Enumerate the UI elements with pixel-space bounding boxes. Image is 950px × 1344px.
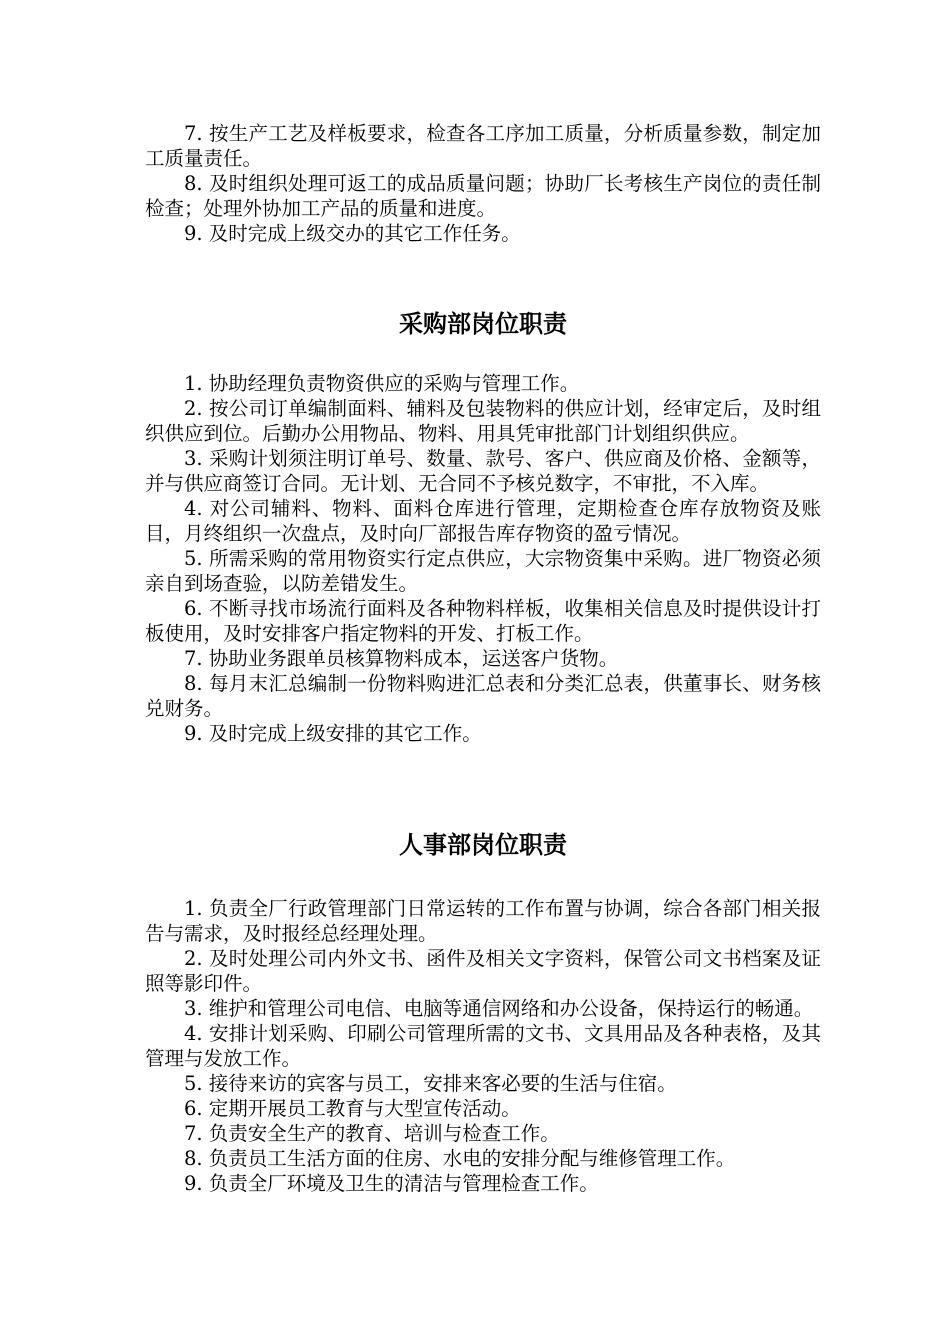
duty-item: 7. 负责安全生产的教育、培训与检查工作。 [184, 1122, 560, 1145]
duty-item: 9. 及时完成上级安排的其它工作。 [184, 722, 482, 745]
purchasing-section-title: 采购部岗位职责 [399, 309, 567, 338]
duty-item: 4. 安排计划采购、印刷公司管理所需的文书、文具用品及各种表格，及其管理与发放工作。 [145, 1022, 821, 1070]
duty-item: 3. 维护和管理公司电信、电脑等通信网络和办公设备，保持运行的畅通。 [184, 997, 814, 1020]
duty-item: 1. 负责全厂行政管理部门日常运转的工作布置与协调，综合各部门相关报告与需求，及时报经总经理处理。 [145, 897, 821, 945]
duty-item: 8. 每月末汇总编制一份物料购进汇总表和分类汇总表，供董事长、财务核兑财务。 [145, 672, 821, 720]
personnel-section-title: 人事部岗位职责 [399, 830, 567, 859]
duty-item: 9. 负责全厂环境及卫生的清洁与管理检查工作。 [184, 1172, 599, 1195]
duty-item: 7. 协助业务跟单员核算物料成本，运送客户货物。 [184, 647, 619, 670]
duty-item: 7. 按生产工艺及样板要求，检查各工序加工质量，分析质量参数，制定加工质量责任。 [145, 122, 821, 170]
purchasing-duties [145, 371, 821, 746]
duty-item: 3. 采购计划须注明订单号、数量、款号、客户、供应商及价格、金额等，并与供应商签订合同。无计划、无合同不予核兑数字，不审批，不入库。 [145, 447, 821, 495]
duty-item: 2. 按公司订单编制面料、辅料及包装物料的供应计划，经审定后，及时组织供应到位。后勤办公用物品、物料、用具凭审批部门计划组织供应。 [145, 397, 821, 445]
quality-duties-continued [145, 121, 821, 246]
duty-item: 9. 及时完成上级交办的其它工作任务。 [184, 222, 521, 245]
personnel-duties [145, 896, 821, 1196]
duty-item: 2. 及时处理公司内外文书、函件及相关文字资料，保管公司文书档案及证照等影印件。 [145, 947, 821, 995]
duty-item: 5. 所需采购的常用物资实行定点供应，大宗物资集中采购。进厂物资必须亲自到场查验，以防差错发生。 [145, 547, 821, 595]
duty-item: 6. 不断寻找市场流行面料及各种物料样板，收集相关信息及时提供设计打板使用，及时安排客户指定物料的开发、打板工作。 [145, 597, 821, 645]
duty-item: 1. 协助经理负责物资供应的采购与管理工作。 [184, 372, 580, 395]
duty-item: 8. 负责员工生活方面的住房、水电的安排分配与维修管理工作。 [184, 1147, 736, 1170]
duty-item: 4. 对公司辅料、物料、面料仓库进行管理，定期检查仓库存放物资及账目，月终组织一次盘点，及时向厂部报告库存物资的盈亏情况。 [145, 497, 821, 545]
duty-item: 5. 接待来访的宾客与员工，安排来客必要的生活与住宿。 [184, 1072, 677, 1095]
duty-item: 8. 及时组织处理可返工的成品质量问题；协助厂长考核生产岗位的责任制检查；处理外协加工产品的质量和进度。 [145, 172, 821, 220]
duty-item: 6. 定期开展员工教育与大型宣传活动。 [184, 1097, 521, 1120]
